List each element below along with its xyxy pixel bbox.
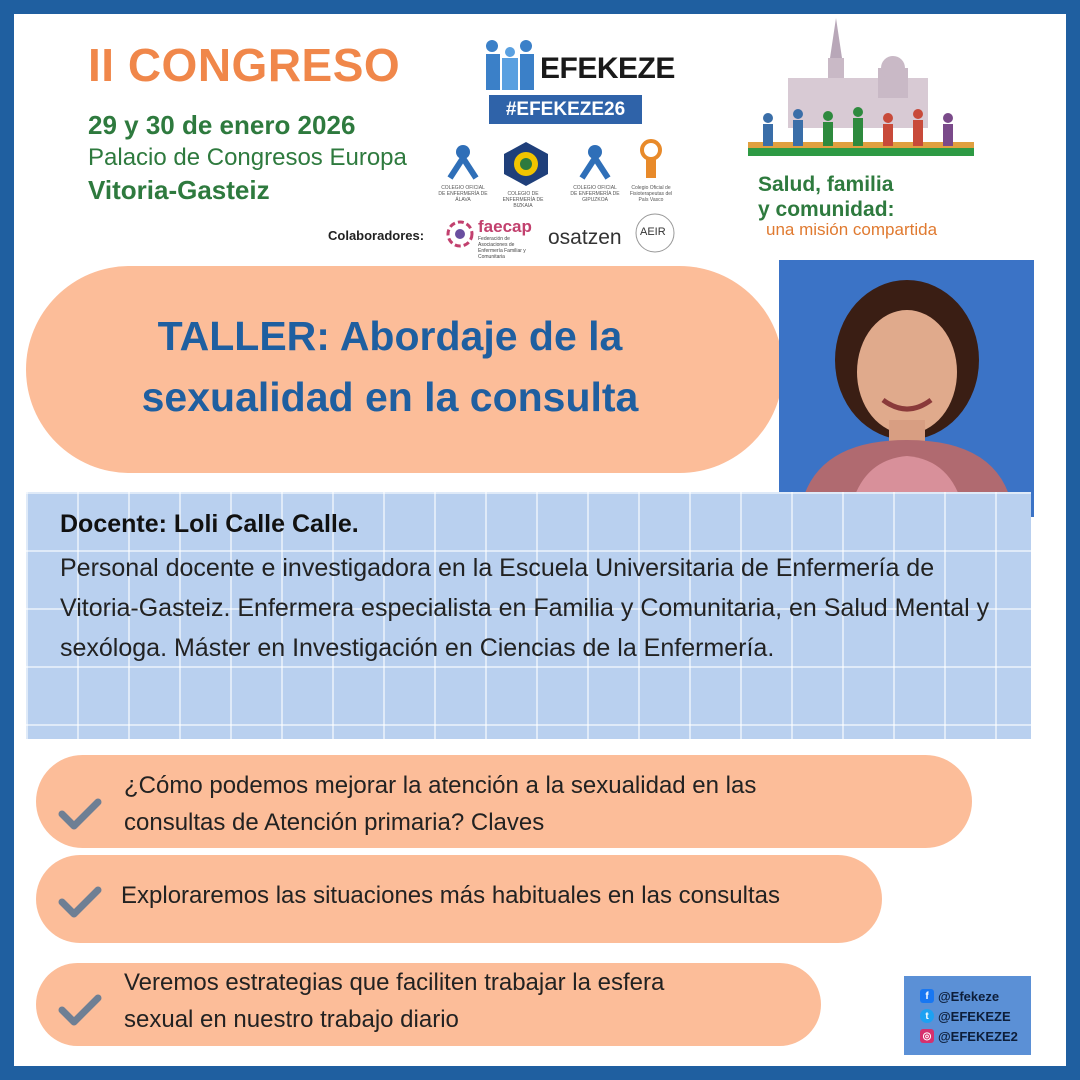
congress-date: 29 y 30 de enero 2026 xyxy=(88,110,356,140)
workshop-title-line-2: sexualidad en la consulta xyxy=(141,374,639,420)
workshop-title-line-1: TALLER: Abordaje de la xyxy=(157,313,623,359)
collaborators-label: Colaboradores: xyxy=(328,228,425,243)
check-icon xyxy=(58,992,102,1028)
check-icon xyxy=(58,884,102,920)
osatzen-name: osatzen xyxy=(548,226,622,249)
slogan-line-3: una misión compartida xyxy=(766,220,938,239)
twitter-icon: t xyxy=(920,1009,934,1023)
speaker-name: Docente: Loli Calle Calle. xyxy=(60,510,359,538)
social-facebook[interactable]: f @Efekeze xyxy=(920,986,1031,1006)
nursing-emblem-icon xyxy=(570,140,620,180)
social-twitter[interactable]: t @EFEKEZE xyxy=(920,1006,1031,1026)
bullet-text-2: Exploraremos las situaciones más habituales en las consultas xyxy=(121,882,781,909)
cathedral-family-illustration-icon xyxy=(748,18,974,158)
crest-icon xyxy=(498,140,554,186)
speaker-bio: Personal docente e investigadora en la Escuela Universitaria de Enfermería de Vitoria-Gasteiz. Enfermera especialista en Familia y Comunitaria, en Salud Mental y sexóloga. Máster en Investigación en Ciencias de la Enfermería. xyxy=(60,554,990,662)
slogan-line-1: Salud, familia xyxy=(758,173,894,196)
instagram-icon: ◎ xyxy=(920,1029,934,1043)
bullet-text-3: Veremos estrategias que faciliten trabajar la esfera sexual en nuestro trabajo diario xyxy=(124,969,665,1033)
org-logo-alava: COLEGIO OFICIAL DE ENFERMERÍA DE ÁLAVA xyxy=(438,140,488,206)
aeir-name: AEIR xyxy=(640,226,666,238)
speaker-portrait-icon xyxy=(779,260,1034,517)
faecap-logo-icon xyxy=(444,218,476,250)
congress-city: Vitoria-Gasteiz xyxy=(88,175,270,205)
org-logo-bizkaia: COLEGIO DE ENFERMERÍA DE BIZKAIA xyxy=(498,140,548,206)
speaker-photo xyxy=(779,260,1034,517)
workshop-title xyxy=(40,306,740,428)
faecap-subtitle: Federación de Asociaciones de Enfermería Familiar y Comunitaria xyxy=(478,236,526,260)
brand-name: EFEKEZE xyxy=(540,52,675,85)
social-instagram[interactable]: ◎ @EFEKEZE2 xyxy=(920,1026,1031,1046)
congress-venue: Palacio de Congresos Europa xyxy=(88,144,407,171)
physio-emblem-icon xyxy=(626,136,676,180)
facebook-icon: f xyxy=(920,989,934,1003)
org-logo-fisioterapeutas: Colegio Oficial de Fisioterapeutas del País Vasco xyxy=(626,136,676,202)
congress-title: II CONGRESO xyxy=(88,39,401,91)
slogan-line-2: y comunidad: xyxy=(758,198,895,221)
social-media-box xyxy=(904,976,1031,1055)
bullet-text-1: ¿Cómo podemos mejorar la atención a la sexualidad en las consultas de Atención primaria? Claves xyxy=(124,772,757,836)
faecap-name: faecap xyxy=(478,217,532,236)
nursing-emblem-icon xyxy=(438,140,488,180)
hashtag-badge: #EFEKEZE26 xyxy=(489,95,642,124)
org-logo-gipuzkoa: COLEGIO OFICIAL DE ENFERMERÍA DE GIPUZKOA xyxy=(570,140,620,206)
check-icon xyxy=(58,796,102,832)
efekeze-logo-icon xyxy=(482,38,538,92)
